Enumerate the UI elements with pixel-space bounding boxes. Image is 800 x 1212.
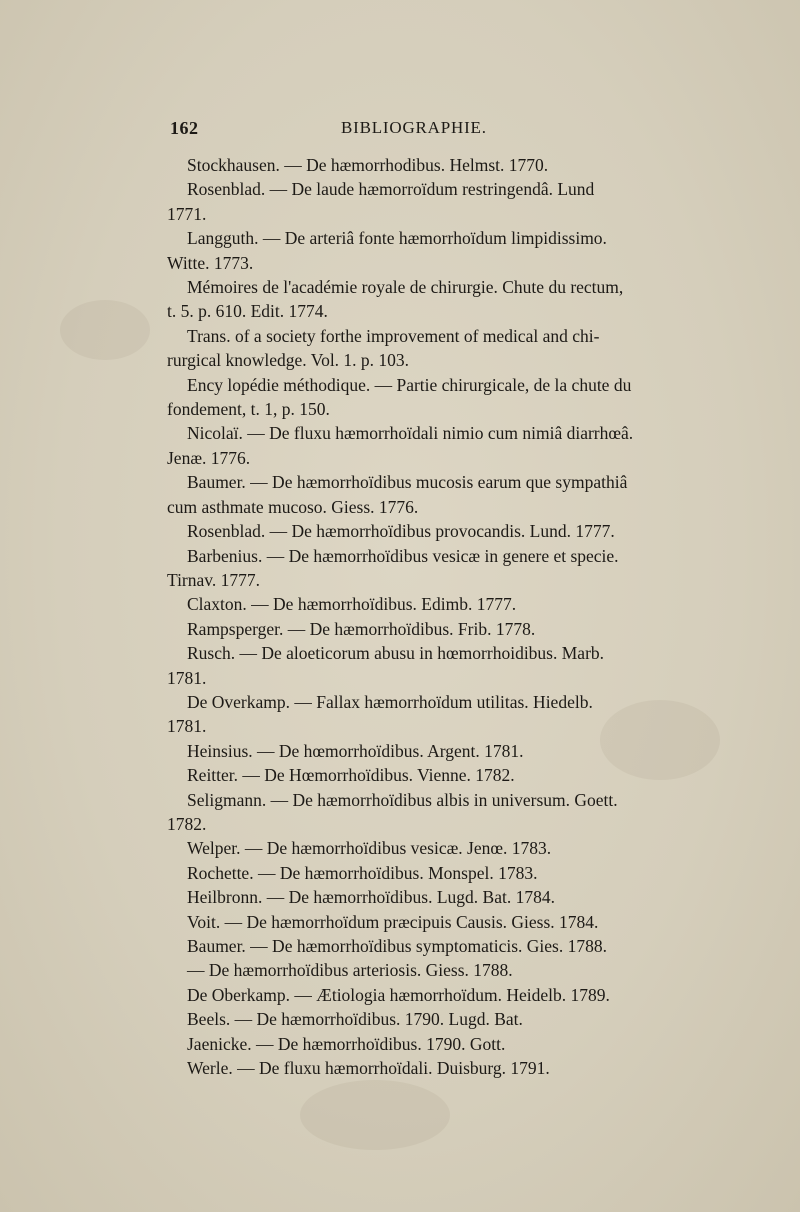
bibliography-entry (167, 275, 667, 324)
entry-line: Jaenicke. — De hæmorrhoïdibus. 1790. Gott. (187, 1033, 506, 1054)
entry-line: Nicolaï. — De fluxu hæmorrhoïdali nimio cum nimiâ diarrhœâ. (187, 423, 634, 444)
bibliography-entry (167, 544, 667, 593)
entry-line: Claxton. — De hæmorrhoïdibus. Edimb. 1777. (187, 594, 517, 615)
bibliography-entry (167, 592, 667, 616)
entry-line: Rusch. — De aloeticorum abusu in hœmorrhoidibus. Marb. (187, 643, 605, 664)
page-header (165, 118, 665, 142)
bibliography-entry (167, 1007, 667, 1031)
bibliography-entry (167, 617, 667, 641)
bibliography-entry (167, 226, 667, 275)
bibliography-entry (167, 739, 667, 763)
entry-line: Rampsperger. — De hæmorrhoïdibus. Frib. 1778. (187, 618, 536, 639)
bibliography-entry (167, 324, 667, 373)
entry-line: fondement, t. 1, p. 150. (167, 399, 330, 420)
bibliography-entry (167, 861, 667, 885)
entry-line: Jenæ. 1776. (167, 447, 251, 468)
entry-line: Reitter. — De Hœmorrhoïdibus. Vienne. 1782. (187, 765, 515, 786)
bibliography-entry (167, 519, 667, 543)
bibliography-entry (167, 177, 667, 226)
bibliography-entry (167, 934, 667, 958)
entry-line: Werle. — De fluxu hæmorrhoïdali. Duisburg. 1791. (187, 1058, 550, 1079)
entry-line: rurgical knowledge. Vol. 1. p. 103. (167, 350, 410, 371)
paper-stain (300, 1080, 450, 1150)
entry-line: Heinsius. — De hœmorrhoïdibus. Argent. 1781. (187, 740, 524, 761)
bibliography-entry (167, 885, 667, 909)
entry-line: Beels. — De hæmorrhoïdibus. 1790. Lugd. Bat. (187, 1009, 523, 1030)
entry-line: Mémoires de l'académie royale de chirurgie. Chute du rectum, (187, 277, 624, 298)
bibliography-entry (167, 983, 667, 1007)
entry-line: Voit. — De hæmorrhoïdum præcipuis Causis. Giess. 1784. (187, 911, 599, 932)
bibliography-entry (167, 690, 667, 739)
entry-line: 1771. (167, 203, 207, 224)
entry-line: De Overkamp. — Fallax hæmorrhoïdum utilitas. Hiedelb. (187, 691, 593, 712)
running-title: BIBLIOGRAPHIE. (341, 118, 487, 137)
bibliography-entry (167, 910, 667, 934)
bibliography-entry (167, 153, 667, 177)
entry-line: Ency lopédie méthodique. — Partie chirurgicale, de la chute du (187, 374, 632, 395)
bibliography-entry (167, 421, 667, 470)
bibliography-entry (167, 1032, 667, 1056)
entry-line: t. 5. p. 610. Edit. 1774. (167, 301, 328, 322)
bibliography-entry (167, 958, 667, 982)
bibliography-entry (167, 1056, 667, 1080)
entry-line: cum asthmate mucoso. Giess. 1776. (167, 496, 419, 517)
entry-line: Heilbronn. — De hæmorrhoïdibus. Lugd. Bat. 1784. (187, 887, 555, 908)
entry-line: Seligmann. — De hæmorrhoïdibus albis in universum. Goett. (187, 789, 618, 810)
bibliography-entry (167, 470, 667, 519)
bibliography-entry (167, 641, 667, 690)
entry-line: Barbenius. — De hæmorrhoïdibus vesicæ in genere et specie. (187, 545, 619, 566)
bibliography-entry (167, 788, 667, 837)
page-number: 162 (170, 118, 199, 138)
bibliography-entry (167, 373, 667, 422)
entry-line: Welper. — De hæmorrhoïdibus vesicæ. Jenœ. 1783. (187, 838, 552, 859)
entry-line: 1781. (167, 667, 207, 688)
bibliography-entry (167, 836, 667, 860)
entry-line: Baumer. — De hæmorrhoïdibus mucosis earum que sympathiâ (187, 472, 628, 493)
entry-line: De Oberkamp. — Ætiologia hæmorrhoïdum. Heidelb. 1789. (187, 984, 610, 1005)
entry-line: 1781. (167, 716, 207, 737)
paper-stain (60, 300, 150, 360)
entry-line: Tirnav. 1777. (167, 569, 261, 590)
entry-line: Rosenblad. — De hæmorrhoïdibus provocandis. Lund. 1777. (187, 521, 615, 542)
entry-line: Trans. of a society forthe improvement of medical and chi- (187, 325, 600, 346)
entry-line: Baumer. — De hæmorrhoïdibus symptomaticis. Gies. 1788. (187, 936, 607, 956)
entry-line: Rochette. — De hæmorrhoïdibus. Monspel. 1783. (187, 862, 538, 883)
entry-line: Witte. 1773. (167, 252, 254, 273)
bibliography-entry (167, 763, 667, 787)
entry-line: Rosenblad. — De laude hæmorroïdum restringendâ. Lund (187, 179, 595, 200)
bibliography-list (167, 153, 667, 1080)
entry-line: 1782. (167, 813, 207, 834)
entry-line: Langguth. — De arteriâ fonte hæmorrhoïdum limpidissimo. (187, 228, 607, 249)
entry-line: — De hæmorrhoïdibus arteriosis. Giess. 1788. (187, 960, 513, 981)
entry-line: Stockhausen. — De hæmorrhodibus. Helmst. 1770. (187, 155, 549, 175)
